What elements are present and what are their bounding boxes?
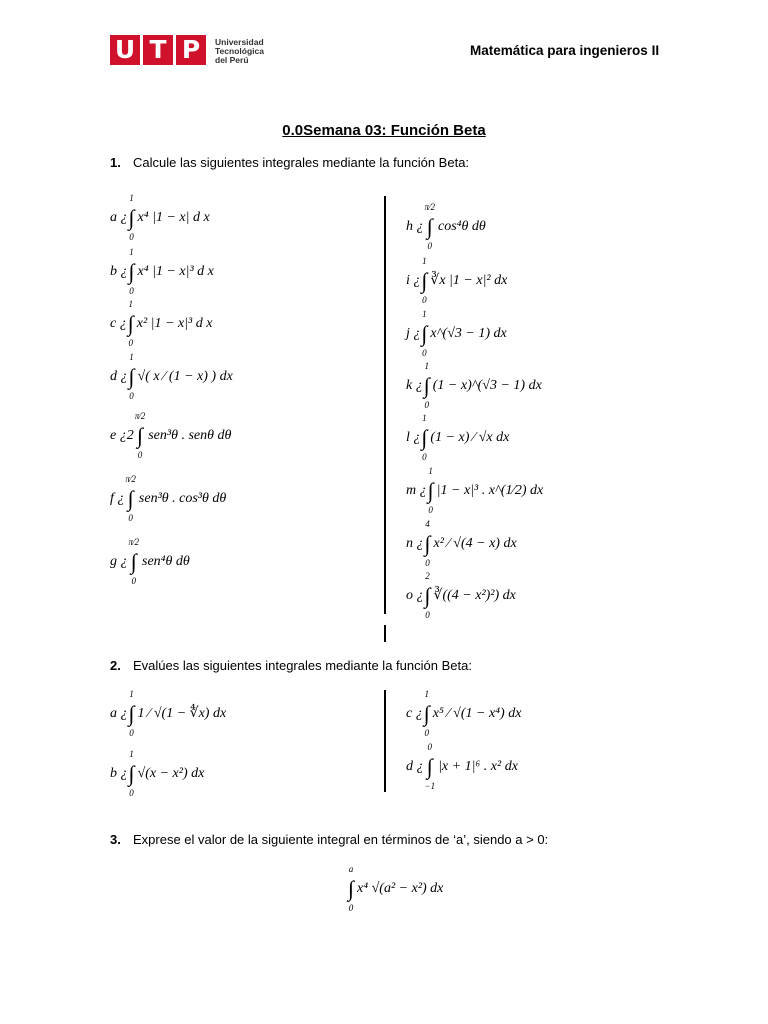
lower-limit: 0 (129, 728, 134, 738)
q3-text: Exprese el valor de la siguiente integral en términos de ‘a’, siendo a > 0: (133, 832, 549, 847)
lower-limit: 0 (129, 788, 134, 798)
integral-sign-icon: ∫ (128, 259, 135, 284)
integral-sign-icon: ∫ (130, 549, 137, 574)
upper-limit: 1 (424, 689, 429, 699)
logo-text-line-2: Tecnológica (215, 46, 264, 56)
integral-sign-icon: ∫ (127, 311, 134, 336)
lower-limit: 0 (348, 903, 354, 913)
integral-sign-icon: ∫ (136, 423, 143, 448)
integral-prefix: b ¿ (110, 766, 128, 781)
logo-letter-p: P (176, 35, 206, 65)
integral-sign-icon: ∫ (127, 486, 134, 511)
upper-limit: 1 (422, 413, 427, 423)
integral-sign-icon: ∫ (128, 205, 135, 230)
lower-limit: 0 (129, 391, 134, 401)
logo-letter-t: T (143, 35, 173, 65)
integral-sign-icon: ∫ (128, 364, 135, 389)
column-divider (384, 196, 386, 614)
integral-a (110, 194, 210, 242)
integrand: x⁴ |1 − x|³ d x (137, 264, 214, 279)
integral-q2-a (110, 690, 226, 738)
integrand: x⁴ √(a² − x²) dx (357, 881, 444, 896)
upper-limit: 1 (424, 361, 429, 371)
integral-sign-icon: ∫ (424, 531, 431, 556)
integral-limits (125, 475, 136, 523)
integrand: ∛((4 − x²)²) dx (433, 588, 516, 603)
integral-limits (428, 467, 434, 515)
integral-limits (421, 257, 427, 305)
upper-limit: 1 (422, 309, 427, 319)
university-name (215, 38, 264, 65)
integral-sign-icon: ∫ (423, 701, 430, 726)
integrand: √( x ⁄ (1 − x) ) dx (137, 369, 233, 384)
integral-h (406, 203, 486, 251)
integral-prefix: b ¿ (110, 264, 128, 279)
integral-d (110, 353, 233, 401)
integrand: (1 − x) ⁄ √x dx (430, 430, 510, 445)
upper-limit: 1 (129, 749, 134, 759)
lower-limit: 0 (128, 513, 133, 523)
column-divider-tick (384, 625, 386, 642)
q1-text: Calcule las siguientes integrales mediante la función Beta: (133, 155, 470, 170)
upper-limit: 4 (425, 519, 430, 529)
integral-limits (348, 865, 354, 913)
integral-prefix: g ¿ (110, 554, 128, 569)
integrand: sen³θ . senθ dθ (148, 428, 232, 443)
integral-limits (425, 203, 436, 251)
upper-limit: 1 (129, 352, 134, 362)
integral-m (406, 467, 543, 515)
integral-sign-icon: ∫ (423, 373, 430, 398)
integral-o (406, 572, 516, 620)
integrand: x² ⁄ √(4 − x) dx (433, 536, 517, 551)
integral-limits (421, 310, 427, 358)
integrand: x⁵ ⁄ √(1 − x⁴) dx (432, 706, 522, 721)
integral-limits (421, 414, 427, 462)
lower-limit: 0 (131, 576, 136, 586)
integral-limits (424, 690, 430, 738)
integral-limits (135, 412, 146, 460)
integral-limits (425, 520, 431, 568)
integrand: √(x − x²) dx (137, 766, 205, 781)
integral-c (110, 300, 212, 348)
integrand: 1 ⁄ √(1 − ∜x) dx (137, 706, 227, 721)
upper-limit: π⁄2 (424, 202, 436, 212)
integral-limits (129, 750, 135, 798)
lower-limit: 0 (428, 505, 433, 515)
integral-prefix: a ¿ (110, 210, 128, 225)
integral-sign-icon: ∫ (426, 754, 433, 779)
integral-n (406, 520, 517, 568)
integral-prefix: d ¿ (406, 759, 424, 774)
integrand: x⁴ |1 − x| d x (137, 210, 210, 225)
integral-prefix: n ¿ (406, 536, 424, 551)
integrand: (1 − x)^(√3 − 1) dx (432, 378, 542, 393)
lower-limit: 0 (425, 558, 430, 568)
integrand: sen³θ . cos³θ dθ (138, 491, 227, 506)
integral-sign-icon: ∫ (421, 425, 428, 450)
integral-q2-d (406, 743, 518, 791)
lower-limit: 0 (427, 241, 432, 251)
lower-limit: 0 (129, 232, 134, 242)
integral-prefix: f ¿ (110, 491, 125, 506)
q2-text: Evalúes las siguientes integrales mediante la función Beta: (133, 658, 472, 673)
lower-limit: 0 (128, 338, 133, 348)
integral-prefix: e ¿2 (110, 428, 134, 443)
integral-limits (128, 300, 134, 348)
q3-number: 3. (110, 832, 121, 847)
integral-k (406, 362, 542, 410)
integral-prefix: m ¿ (406, 483, 427, 498)
integral-limits (425, 743, 436, 791)
integral-limits (129, 248, 135, 296)
lower-limit: 0 (422, 295, 427, 305)
integral-q2-c (406, 690, 521, 738)
integral-q2-b (110, 750, 204, 798)
integral-prefix: k ¿ (406, 378, 423, 393)
lower-limit: 0 (424, 400, 429, 410)
upper-limit: 1 (129, 689, 134, 699)
integral-limits (129, 194, 135, 242)
column-divider-q2 (384, 690, 386, 792)
integrand: |x + 1|⁶ . x² dx (438, 759, 518, 774)
integral-prefix: i ¿ (406, 273, 421, 288)
integrand: x^(√3 − 1) dx (430, 326, 507, 341)
upper-limit: a (348, 864, 354, 874)
integral-sign-icon: ∫ (427, 478, 434, 503)
lower-limit: 0 (129, 286, 134, 296)
integral-l (406, 414, 509, 462)
logo-text-line-1: Universidad (215, 37, 264, 47)
upper-limit: 1 (129, 193, 134, 203)
integral-limits (129, 353, 135, 401)
integral-prefix: c ¿ (406, 706, 423, 721)
integral-sign-icon: ∫ (128, 701, 135, 726)
integral-limits (424, 362, 430, 410)
integrand: sen⁴θ dθ (142, 554, 190, 569)
integral-prefix: l ¿ (406, 430, 421, 445)
integrand: x² |1 − x|³ d x (136, 316, 213, 331)
lower-limit: 0 (424, 728, 429, 738)
logo-letter-u: U (110, 35, 140, 65)
upper-limit: π⁄2 (128, 537, 140, 547)
integral-sign-icon: ∫ (421, 268, 428, 293)
upper-limit: 2 (425, 571, 430, 581)
integral-sign-icon: ∫ (421, 321, 428, 346)
integral-prefix: h ¿ (406, 219, 424, 234)
integral-b (110, 248, 214, 296)
upper-limit: π⁄2 (134, 411, 146, 421)
integral-prefix: a ¿ (110, 706, 128, 721)
integral-q3 (347, 862, 443, 913)
integrand: ∛x |1 − x|² dx (430, 273, 508, 288)
lower-limit: 0 (422, 452, 427, 462)
integrand: |1 − x|³ . x^(1⁄2) dx (436, 483, 544, 498)
q1-number: 1. (110, 155, 121, 170)
integral-sign-icon: ∫ (128, 761, 135, 786)
integral-prefix: c ¿ (110, 316, 127, 331)
integral-prefix: j ¿ (406, 326, 421, 341)
lower-limit: −1 (424, 781, 436, 791)
integrand: cos⁴θ dθ (438, 219, 486, 234)
logo-text-line-3: del Perú (215, 55, 249, 65)
integral-e (110, 412, 231, 460)
integral-limits (129, 538, 140, 586)
lower-limit: 0 (137, 450, 143, 460)
upper-limit: 0 (427, 742, 433, 752)
lower-limit: 0 (422, 348, 427, 358)
upper-limit: 1 (129, 247, 134, 257)
course-title: Matemática para ingenieros II (470, 43, 660, 58)
upper-limit: π⁄2 (125, 474, 136, 484)
integral-sign-icon: ∫ (426, 214, 433, 239)
integral-prefix: o ¿ (406, 588, 424, 603)
integral-i (406, 257, 507, 305)
lower-limit: 0 (425, 610, 430, 620)
integral-j (406, 310, 507, 358)
q2-number: 2. (110, 658, 121, 673)
integral-sign-icon: ∫ (424, 583, 431, 608)
integral-limits (425, 572, 431, 620)
integral-g (110, 538, 190, 586)
upper-limit: 1 (128, 299, 133, 309)
integral-sign-icon: ∫ (348, 876, 355, 901)
integral-f (110, 475, 226, 523)
page-title: 0.0Semana 03: Función Beta (282, 122, 486, 139)
upper-limit: 1 (428, 466, 433, 476)
integral-prefix: d ¿ (110, 369, 128, 384)
upper-limit: 1 (422, 256, 427, 266)
integral-limits (129, 690, 135, 738)
